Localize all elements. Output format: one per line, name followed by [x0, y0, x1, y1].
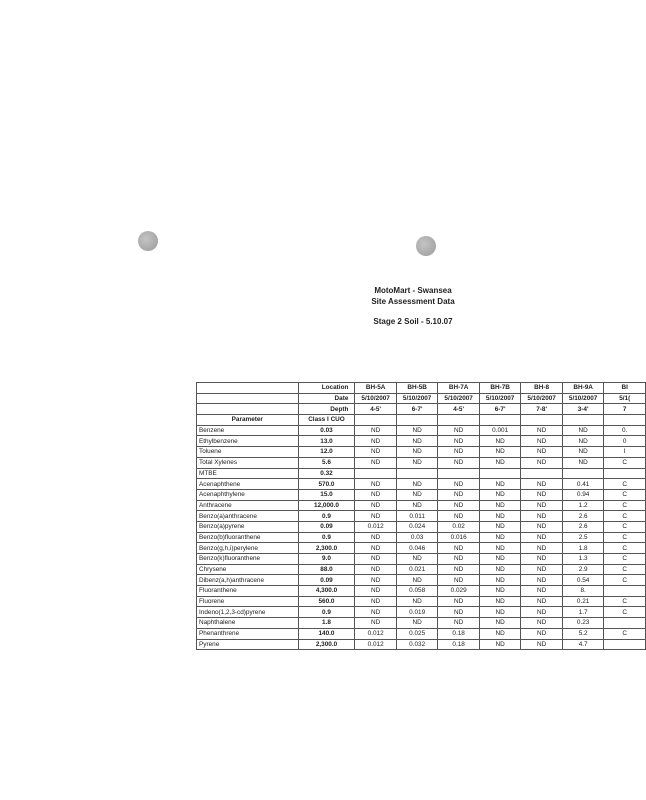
depth-cell: 6-7' — [396, 404, 438, 415]
value-cell: 0.024 — [396, 521, 438, 532]
value-cell: C — [604, 521, 646, 532]
date-cell: 5/10/2007 — [438, 393, 480, 404]
value-cell: ND — [521, 447, 563, 458]
parameter-cell: Dibenz(a,h)anthracene — [197, 575, 299, 586]
parameter-cell: Total Xylenes — [197, 457, 299, 468]
value-cell: ND — [438, 457, 480, 468]
value-cell: 0.23 — [562, 618, 604, 629]
value-cell: ND — [355, 447, 397, 458]
value-cell: 0.029 — [438, 586, 480, 597]
value-cell: ND — [355, 618, 397, 629]
empty-header-cell — [197, 393, 299, 404]
value-cell: ND — [438, 489, 480, 500]
table-body — [197, 425, 646, 649]
value-cell: ND — [396, 500, 438, 511]
value-cell: ND — [521, 511, 563, 522]
value-cell: ND — [521, 575, 563, 586]
location-cell: BH-5A — [355, 383, 397, 394]
table-row — [197, 511, 646, 522]
value-cell: 2.5 — [562, 532, 604, 543]
table-row — [197, 457, 646, 468]
value-cell: ND — [355, 586, 397, 597]
value-cell — [521, 468, 563, 479]
standard-cell: 1.8 — [298, 618, 355, 629]
value-cell: ND — [479, 489, 521, 500]
parameter-cell: Benzo(g,h,i)perylene — [197, 543, 299, 554]
depth-cell: 6-7' — [479, 404, 521, 415]
table-row — [197, 596, 646, 607]
value-cell — [604, 618, 646, 629]
value-cell: C — [604, 511, 646, 522]
value-cell: ND — [355, 479, 397, 490]
value-cell: 5.2 — [562, 628, 604, 639]
value-cell: ND — [479, 618, 521, 629]
value-cell: ND — [521, 607, 563, 618]
value-cell: 0.012 — [355, 628, 397, 639]
parameter-cell: Indeno(1,2,3-cd)pyrene — [197, 607, 299, 618]
value-cell: ND — [396, 479, 438, 490]
depth-cell: 3-4' — [562, 404, 604, 415]
value-cell: ND — [396, 489, 438, 500]
location-cell: BH-7A — [438, 383, 480, 394]
value-cell: ND — [355, 532, 397, 543]
value-cell — [396, 468, 438, 479]
value-cell: C — [604, 500, 646, 511]
value-cell: 0.001 — [479, 425, 521, 436]
value-cell: C — [604, 457, 646, 468]
parameter-cell: Phenanthrene — [197, 628, 299, 639]
value-cell: 0.046 — [396, 543, 438, 554]
value-cell: ND — [438, 500, 480, 511]
value-cell: ND — [355, 575, 397, 586]
value-cell: ND — [438, 447, 480, 458]
standard-cell: 12.0 — [298, 447, 355, 458]
table-row — [197, 618, 646, 629]
value-cell: ND — [438, 618, 480, 629]
table-row — [197, 500, 646, 511]
value-cell: ND — [438, 596, 480, 607]
value-cell: 0.18 — [438, 639, 480, 650]
value-cell: 0.032 — [396, 639, 438, 650]
value-cell: ND — [521, 628, 563, 639]
value-cell: ND — [562, 457, 604, 468]
value-cell: ND — [479, 564, 521, 575]
value-cell: ND — [479, 511, 521, 522]
assessment-table-wrapper — [196, 382, 631, 650]
value-cell: ND — [355, 489, 397, 500]
standard-cell: 0.03 — [298, 425, 355, 436]
value-cell: ND — [479, 436, 521, 447]
table-row — [197, 607, 646, 618]
value-cell: ND — [479, 575, 521, 586]
value-cell: ND — [479, 521, 521, 532]
date-label: Date — [298, 393, 355, 404]
value-cell: 1.2 — [562, 500, 604, 511]
standard-header: Class I CUO — [298, 415, 355, 426]
value-cell: ND — [479, 479, 521, 490]
value-cell: C — [604, 479, 646, 490]
value-cell — [604, 586, 646, 597]
value-cell: ND — [479, 554, 521, 565]
value-cell: ND — [521, 639, 563, 650]
value-cell: ND — [521, 618, 563, 629]
value-cell — [438, 468, 480, 479]
standard-cell: 0.09 — [298, 521, 355, 532]
standard-cell: 140.0 — [298, 628, 355, 639]
date-cell: 5/10/2007 — [562, 393, 604, 404]
depth-cell: 4-5' — [355, 404, 397, 415]
document-header — [330, 285, 496, 327]
table-row — [197, 532, 646, 543]
value-cell: ND — [438, 425, 480, 436]
date-row — [197, 393, 646, 404]
value-cell: ND — [479, 500, 521, 511]
value-cell: ND — [479, 596, 521, 607]
value-cell: C — [604, 575, 646, 586]
parameter-cell: Benzene — [197, 425, 299, 436]
value-cell: ND — [396, 436, 438, 447]
table-row — [197, 564, 646, 575]
standard-cell: 4,300.0 — [298, 586, 355, 597]
value-cell: ND — [562, 425, 604, 436]
value-cell: C — [604, 554, 646, 565]
parameter-header: Parameter — [197, 415, 299, 426]
document-title: MotoMart - Swansea — [374, 286, 452, 295]
standard-cell: 5.6 — [298, 457, 355, 468]
value-cell — [562, 468, 604, 479]
value-cell: 1.3 — [562, 554, 604, 565]
value-cell: ND — [396, 575, 438, 586]
value-cell: 4.7 — [562, 639, 604, 650]
value-cell: ND — [355, 596, 397, 607]
value-cell: ND — [438, 554, 480, 565]
value-cell: C — [604, 532, 646, 543]
standard-cell: 0.9 — [298, 607, 355, 618]
parameter-cell: Chrysene — [197, 564, 299, 575]
empty-header-cell — [355, 415, 397, 426]
value-cell: ND — [355, 436, 397, 447]
value-cell: 0.02 — [438, 521, 480, 532]
empty-header-cell — [562, 415, 604, 426]
value-cell: 0.03 — [396, 532, 438, 543]
punch-hole-mark — [138, 231, 158, 251]
value-cell: ND — [355, 457, 397, 468]
value-cell: I — [604, 447, 646, 458]
standard-cell: 13.0 — [298, 436, 355, 447]
date-cell: 5/10/2007 — [355, 393, 397, 404]
value-cell: 0.011 — [396, 511, 438, 522]
value-cell: 0.012 — [355, 639, 397, 650]
standard-cell: 15.0 — [298, 489, 355, 500]
table-row — [197, 554, 646, 565]
parameter-cell: Acenaphthene — [197, 479, 299, 490]
standard-cell: 0.9 — [298, 511, 355, 522]
table-row — [197, 436, 646, 447]
parameter-cell: Benzo(b)fluoranthene — [197, 532, 299, 543]
value-cell: ND — [438, 575, 480, 586]
value-cell: ND — [438, 436, 480, 447]
table-row — [197, 447, 646, 458]
value-cell: ND — [396, 447, 438, 458]
location-row — [197, 383, 646, 394]
table-row — [197, 575, 646, 586]
value-cell: ND — [479, 532, 521, 543]
standard-cell: 9.0 — [298, 554, 355, 565]
empty-header-cell — [604, 415, 646, 426]
value-cell — [355, 468, 397, 479]
value-cell: ND — [355, 564, 397, 575]
date-cell: 5/10/2007 — [479, 393, 521, 404]
value-cell: 0. — [604, 425, 646, 436]
empty-header-cell — [197, 404, 299, 415]
value-cell: 0.21 — [562, 596, 604, 607]
punch-hole-mark — [416, 236, 436, 256]
value-cell: ND — [479, 543, 521, 554]
value-cell: ND — [355, 554, 397, 565]
parameter-cell: Naphthalene — [197, 618, 299, 629]
date-cell: 5/10/2007 — [521, 393, 563, 404]
date-cell: 5/10/2007 — [396, 393, 438, 404]
value-cell: 0.012 — [355, 521, 397, 532]
parameter-cell: Benzo(k)fluoranthene — [197, 554, 299, 565]
value-cell: 2.6 — [562, 511, 604, 522]
table-row — [197, 628, 646, 639]
value-cell: ND — [521, 500, 563, 511]
parameter-cell: Benzo(a)anthracene — [197, 511, 299, 522]
value-cell: ND — [438, 479, 480, 490]
table-row — [197, 543, 646, 554]
value-cell: ND — [521, 521, 563, 532]
value-cell: ND — [521, 586, 563, 597]
value-cell: C — [604, 628, 646, 639]
value-cell: 0.54 — [562, 575, 604, 586]
value-cell: ND — [438, 543, 480, 554]
value-cell: 0.016 — [438, 532, 480, 543]
standard-cell: 0.32 — [298, 468, 355, 479]
depth-row — [197, 404, 646, 415]
value-cell: ND — [479, 628, 521, 639]
value-cell: ND — [396, 457, 438, 468]
value-cell: 2.9 — [562, 564, 604, 575]
parameter-cell: MTBE — [197, 468, 299, 479]
table-row — [197, 489, 646, 500]
depth-label: Depth — [298, 404, 355, 415]
value-cell: ND — [396, 596, 438, 607]
value-cell: 0.058 — [396, 586, 438, 597]
location-cell: BH-8 — [521, 383, 563, 394]
value-cell: 0.021 — [396, 564, 438, 575]
value-cell: 8. — [562, 586, 604, 597]
value-cell: ND — [355, 607, 397, 618]
value-cell: 0 — [604, 436, 646, 447]
standard-cell: 0.09 — [298, 575, 355, 586]
value-cell: ND — [479, 457, 521, 468]
value-cell: ND — [521, 554, 563, 565]
table-row — [197, 468, 646, 479]
standard-cell: 560.0 — [298, 596, 355, 607]
value-cell: ND — [355, 543, 397, 554]
column-header-row — [197, 415, 646, 426]
value-cell: C — [604, 489, 646, 500]
value-cell: ND — [521, 457, 563, 468]
empty-header-cell — [438, 415, 480, 426]
value-cell: ND — [521, 489, 563, 500]
assessment-table — [196, 382, 646, 650]
value-cell: ND — [355, 500, 397, 511]
value-cell: ND — [479, 586, 521, 597]
table-row — [197, 521, 646, 532]
standard-cell: 0.9 — [298, 532, 355, 543]
value-cell: 0.025 — [396, 628, 438, 639]
depth-cell: 7-8' — [521, 404, 563, 415]
value-cell: 0.41 — [562, 479, 604, 490]
value-cell: 2.6 — [562, 521, 604, 532]
value-cell: ND — [521, 436, 563, 447]
value-cell: 1.7 — [562, 607, 604, 618]
location-cell: BH-5B — [396, 383, 438, 394]
standard-cell: 12,000.0 — [298, 500, 355, 511]
value-cell: ND — [438, 564, 480, 575]
location-label: Location — [298, 383, 355, 394]
empty-header-cell — [479, 415, 521, 426]
value-cell: ND — [438, 511, 480, 522]
parameter-cell: Benzo(a)pyrene — [197, 521, 299, 532]
empty-header-cell — [197, 383, 299, 394]
parameter-cell: Acenaphthylene — [197, 489, 299, 500]
value-cell: ND — [562, 436, 604, 447]
stage-label: Stage 2 Soil - 5.10.07 — [373, 317, 453, 326]
standard-cell: 88.0 — [298, 564, 355, 575]
standard-cell: 2,300.0 — [298, 543, 355, 554]
depth-cell: 7 — [604, 404, 646, 415]
parameter-cell: Ethylbenzene — [197, 436, 299, 447]
location-cell: BH-7B — [479, 383, 521, 394]
table-row — [197, 586, 646, 597]
value-cell: ND — [479, 607, 521, 618]
value-cell — [479, 468, 521, 479]
parameter-cell: Fluorene — [197, 596, 299, 607]
value-cell: 0.94 — [562, 489, 604, 500]
value-cell: ND — [355, 511, 397, 522]
table-row — [197, 425, 646, 436]
date-cell: 5/1( — [604, 393, 646, 404]
empty-header-cell — [521, 415, 563, 426]
value-cell: ND — [396, 425, 438, 436]
standard-cell: 2,300.0 — [298, 639, 355, 650]
table-row — [197, 639, 646, 650]
standard-cell: 570.0 — [298, 479, 355, 490]
document-subtitle: Site Assessment Data — [371, 297, 455, 306]
value-cell: ND — [521, 596, 563, 607]
value-cell: ND — [479, 447, 521, 458]
value-cell: ND — [396, 554, 438, 565]
value-cell: ND — [521, 543, 563, 554]
value-cell: C — [604, 596, 646, 607]
parameter-cell: Pyrene — [197, 639, 299, 650]
value-cell: ND — [521, 425, 563, 436]
parameter-cell: Fluoranthene — [197, 586, 299, 597]
value-cell: C — [604, 543, 646, 554]
value-cell: ND — [521, 532, 563, 543]
value-cell: C — [604, 564, 646, 575]
location-cell: BI — [604, 383, 646, 394]
parameter-cell: Toluene — [197, 447, 299, 458]
table-row — [197, 479, 646, 490]
value-cell: ND — [562, 447, 604, 458]
value-cell — [604, 468, 646, 479]
value-cell: C — [604, 607, 646, 618]
value-cell: ND — [521, 479, 563, 490]
value-cell: ND — [396, 618, 438, 629]
value-cell: 0.18 — [438, 628, 480, 639]
value-cell: 0.019 — [396, 607, 438, 618]
location-cell: BH-9A — [562, 383, 604, 394]
depth-cell: 4-5' — [438, 404, 480, 415]
value-cell: ND — [438, 607, 480, 618]
value-cell: ND — [479, 639, 521, 650]
empty-header-cell — [396, 415, 438, 426]
parameter-cell: Anthracene — [197, 500, 299, 511]
value-cell: ND — [355, 425, 397, 436]
value-cell: ND — [521, 564, 563, 575]
value-cell: 1.8 — [562, 543, 604, 554]
value-cell — [604, 639, 646, 650]
